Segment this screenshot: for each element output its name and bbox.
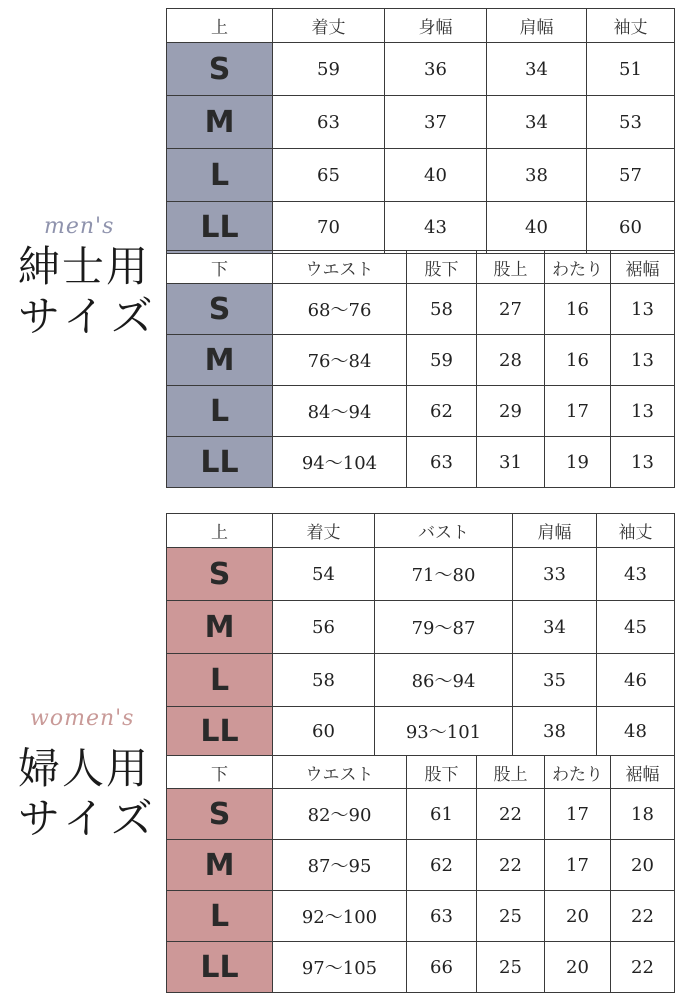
table-cell: 20 [545,891,611,942]
header-cell: 裾幅 [611,251,675,284]
table-cell: 54 [273,548,375,601]
header-cell: ウエスト [273,756,407,789]
table-row [167,284,675,335]
table-cell: 40 [385,149,487,202]
table-cell: 25 [477,891,545,942]
header-cell: 肩幅 [513,514,597,548]
table-cell: 31 [477,437,545,488]
womens-title-line2: サイズ [18,794,159,843]
table-cell: 51 [587,43,675,96]
table-cell: 63 [273,96,385,149]
header-cell: 下 [167,251,273,284]
table-cell: 87〜95 [273,840,407,891]
table-cell: 93〜101 [375,707,513,756]
womens-script-label: women's [30,706,135,731]
table-cell: 63 [407,891,477,942]
header-cell: 股下 [407,251,477,284]
table-cell: 40 [487,202,587,254]
table-cell: 62 [407,386,477,437]
table-row [167,891,675,942]
table-cell: 22 [477,840,545,891]
table-cell: 38 [487,149,587,202]
table-row [167,707,675,756]
size-label-cell: L [167,891,273,942]
header-cell: 肩幅 [487,9,587,43]
table-cell: 71〜80 [375,548,513,601]
table-cell: 62 [407,840,477,891]
table-cell: 60 [273,707,375,756]
size-label-cell: L [167,654,273,707]
table-row [167,437,675,488]
table-cell: 38 [513,707,597,756]
size-label-cell: L [167,386,273,437]
mens-bottom-size-table [166,250,675,488]
table-row [167,149,675,202]
table-cell: 97〜105 [273,942,407,993]
table-cell: 13 [611,335,675,386]
table-cell: 20 [611,840,675,891]
table-cell: 79〜87 [375,601,513,654]
table-cell: 16 [545,335,611,386]
table-cell: 63 [407,437,477,488]
table-row [167,789,675,840]
table-cell: 43 [597,548,675,601]
table-row [167,942,675,993]
table-cell: 59 [407,335,477,386]
mens-script-label: men's [44,214,115,239]
table-row [167,548,675,601]
header-cell: 上 [167,9,273,43]
table-cell: 22 [611,942,675,993]
table-cell: 17 [545,386,611,437]
table-cell: 13 [611,284,675,335]
table-cell: 57 [587,149,675,202]
header-cell: 袖丈 [597,514,675,548]
table-cell: 17 [545,789,611,840]
table-cell: 13 [611,386,675,437]
header-cell: わたり [545,756,611,789]
header-cell: 着丈 [273,9,385,43]
table-cell: 25 [477,942,545,993]
table-cell: 70 [273,202,385,254]
size-label-cell: M [167,601,273,654]
table-row [167,335,675,386]
header-cell: 上 [167,514,273,548]
table-cell: 84〜94 [273,386,407,437]
table-cell: 36 [385,43,487,96]
table-cell: 58 [273,654,375,707]
table-cell: 37 [385,96,487,149]
table-cell: 76〜84 [273,335,407,386]
table-cell: 45 [597,601,675,654]
table-cell: 65 [273,149,385,202]
size-label-cell: LL [167,707,273,756]
table-cell: 92〜100 [273,891,407,942]
size-label-cell: L [167,149,273,202]
table-cell: 28 [477,335,545,386]
table-cell: 43 [385,202,487,254]
table-cell: 59 [273,43,385,96]
mens-top-size-table [166,8,675,254]
size-label-cell: LL [167,942,273,993]
table-header-row [167,756,675,789]
table-cell: 29 [477,386,545,437]
table-row [167,202,675,254]
table-cell: 35 [513,654,597,707]
size-label-cell: LL [167,202,273,254]
table-cell: 34 [487,96,587,149]
table-cell: 48 [597,707,675,756]
womens-bottom-size-table [166,755,675,993]
table-header-row [167,9,675,43]
mens-size-title [18,242,159,342]
table-row [167,96,675,149]
womens-title-line1: 婦人用 [18,744,151,793]
header-cell: バスト [375,514,513,548]
table-cell: 61 [407,789,477,840]
header-cell: 下 [167,756,273,789]
size-label-cell: S [167,789,273,840]
table-cell: 53 [587,96,675,149]
table-cell: 16 [545,284,611,335]
table-row [167,654,675,707]
size-label-cell: S [167,43,273,96]
table-cell: 66 [407,942,477,993]
mens-title-line1: 紳士用 [18,242,151,291]
table-row [167,386,675,437]
table-cell: 94〜104 [273,437,407,488]
table-cell: 17 [545,840,611,891]
table-header-row [167,514,675,548]
size-label-cell: S [167,284,273,335]
table-cell: 34 [513,601,597,654]
table-row [167,601,675,654]
table-cell: 86〜94 [375,654,513,707]
header-cell: 着丈 [273,514,375,548]
header-cell: わたり [545,251,611,284]
table-header-row [167,251,675,284]
size-label-cell: M [167,335,273,386]
size-label-cell: M [167,840,273,891]
table-cell: 82〜90 [273,789,407,840]
womens-top-size-table [166,513,675,756]
header-cell: 身幅 [385,9,487,43]
header-cell: 裾幅 [611,756,675,789]
header-cell: 袖丈 [587,9,675,43]
table-cell: 33 [513,548,597,601]
table-cell: 58 [407,284,477,335]
table-cell: 68〜76 [273,284,407,335]
table-cell: 56 [273,601,375,654]
header-cell: 股下 [407,756,477,789]
header-cell: 股上 [477,251,545,284]
size-label-cell: S [167,548,273,601]
table-row [167,840,675,891]
mens-title-line2: サイズ [18,292,159,341]
womens-size-title [18,744,159,844]
table-cell: 27 [477,284,545,335]
table-cell: 60 [587,202,675,254]
header-cell: ウエスト [273,251,407,284]
table-row [167,43,675,96]
table-cell: 19 [545,437,611,488]
table-cell: 13 [611,437,675,488]
table-cell: 34 [487,43,587,96]
table-cell: 22 [477,789,545,840]
table-cell: 20 [545,942,611,993]
table-cell: 22 [611,891,675,942]
header-cell: 股上 [477,756,545,789]
table-cell: 18 [611,789,675,840]
size-label-cell: M [167,96,273,149]
size-label-cell: LL [167,437,273,488]
table-cell: 46 [597,654,675,707]
